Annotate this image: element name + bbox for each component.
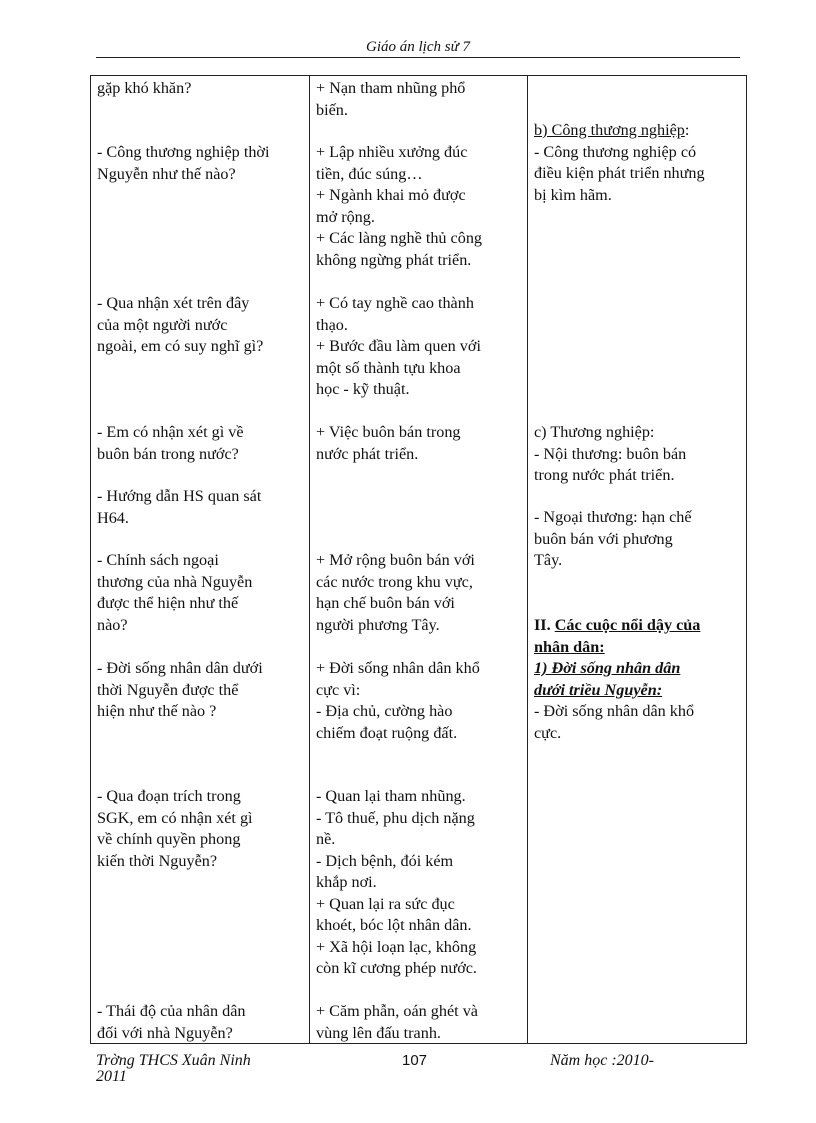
section-heading: b) Công thương nghiệp — [534, 121, 685, 139]
question-7: - Đời sống nhân dân dưới thời Nguyễn được thể hiện như thế nào ? — [97, 659, 263, 720]
answer-3: + Có tay nghề cao thành thạo. + Bước đầu làm quen với một số thành tựu khoa học - kỹ thuật. — [316, 294, 481, 398]
footer-school: Trờng THCS Xuân Ninh 2011 — [96, 1052, 251, 1085]
note-foreign-trade: - Ngoại thương: hạn chế buôn bán với phương Tây. — [534, 508, 692, 569]
answer-4: + Việc buôn bán trong nước phát triển. — [316, 423, 461, 463]
answer-1: + Nạn tham nhũng phổ biến. — [316, 79, 466, 119]
answer-7: - Quan lại tham nhũng. - Tô thuế, phu dịch nặng nề. - Dịch bệnh, đói kém khắp nơi. + Quan lại ra sức đục khoét, bóc lột nhân dân. + Xã hội loạn lạc, không còn kĩ cương phép nước. — [316, 787, 477, 977]
question-6: - Chính sách ngoại thương của nhà Nguyễn được thể hiện như thế nào? — [97, 551, 253, 634]
questions-column — [91, 76, 310, 1044]
question-8: - Qua đoạn trích trong SGK, em có nhận xét gì về chính quyền phong kiến thời Nguyễn? — [97, 787, 253, 870]
answer-2: + Lập nhiều xưởng đúc tiền, đúc súng… + Ngành khai mỏ được mở rộng. + Các làng nghề thủ công không ngừng phát triển. — [316, 143, 483, 269]
notes-column — [528, 76, 747, 1044]
question-3: - Qua nhận xét trên đây của một người nước ngoài, em có suy nghĩ gì? — [97, 294, 264, 355]
note-uprisings-heading: II. Các cuộc nổi dậy của nhân dân: — [534, 616, 701, 656]
header-title: Giáo án lịch sử 7 — [365, 39, 470, 55]
answers-column — [310, 76, 528, 1044]
answer-8: + Căm phẫn, oán ghét và vùng lên đấu tranh. — [316, 1002, 478, 1042]
page-header — [96, 38, 740, 58]
question-4: - Em có nhận xét gì về buôn bán trong nước? — [97, 423, 244, 463]
question-9: - Thái độ của nhân dân đối với nhà Nguyễn? — [97, 1002, 246, 1042]
question-1: gặp khó khăn? — [97, 79, 192, 97]
note-trade: c) Thương nghiệp: - Nội thương: buôn bán trong nước phát triển. — [534, 423, 687, 484]
note-commerce-industry: b) Công thương nghiệp: - Công thương nghiệp có điều kiện phát triển nhưng bị kìm hãm. — [534, 121, 705, 204]
question-5: - Hướng dẫn HS quan sát H64. — [97, 487, 262, 527]
lesson-table — [90, 75, 747, 1044]
answer-6: + Đời sống nhân dân khổ cực vì: - Địa chủ, cường hào chiếm đoạt ruộng đất. — [316, 659, 480, 742]
note-people-life: 1) Đời sống nhân dân dưới triều Nguyễn: - Đời sống nhân dân khổ cực. — [534, 659, 695, 742]
question-2: - Công thương nghiệp thời Nguyễn như thế nào? — [97, 143, 270, 183]
page-number: 107 — [402, 1052, 428, 1069]
answer-5: + Mở rộng buôn bán với các nước trong khu vực, hạn chế buôn bán với người phương Tây. — [316, 551, 475, 634]
footer-year: Năm học :2010- — [550, 1052, 654, 1069]
